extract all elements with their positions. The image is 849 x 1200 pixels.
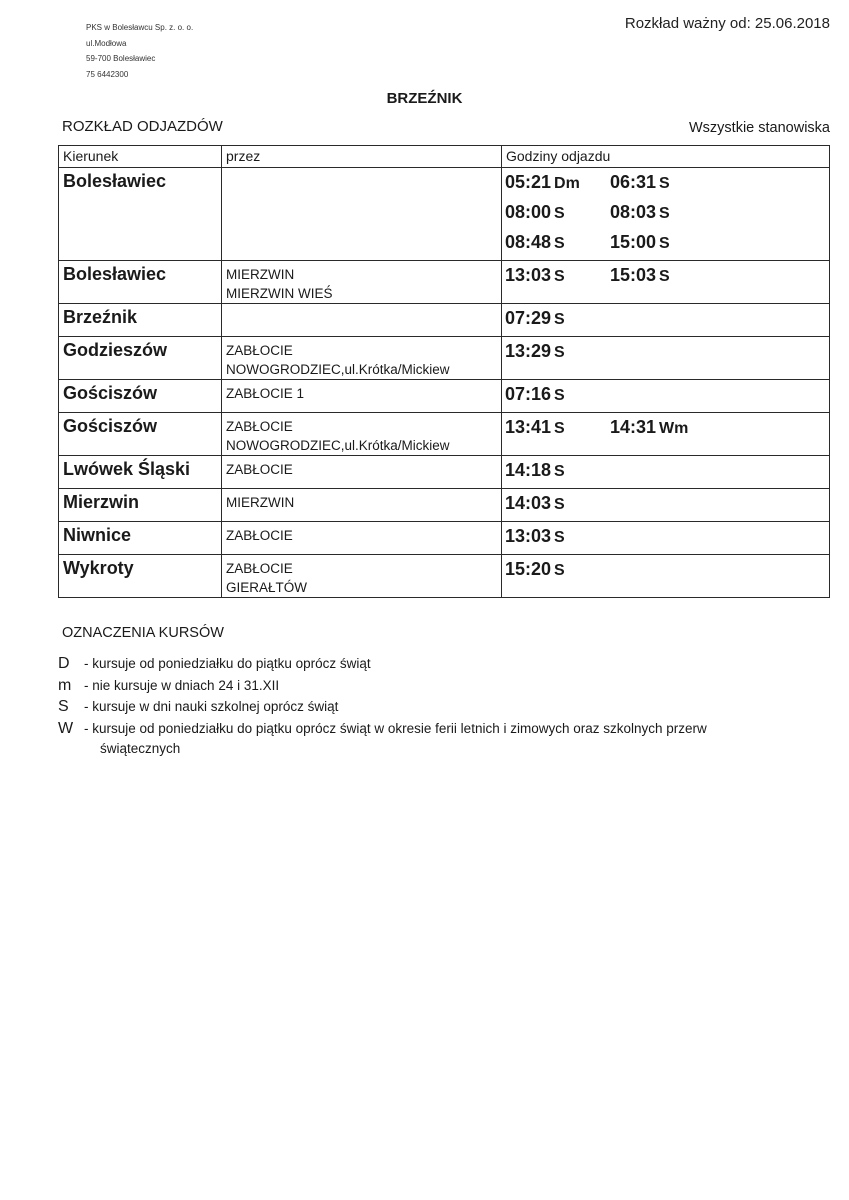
col-header-departures: Godziny odjazdu: [502, 146, 830, 168]
departure-time: 07:16: [505, 384, 552, 404]
departure-code: S: [554, 344, 565, 361]
departure-line: [505, 415, 829, 445]
departure-code: S: [659, 175, 670, 192]
departure: [505, 200, 610, 226]
via-stop: ZABŁOCIE: [226, 462, 293, 477]
table-row: [59, 522, 830, 555]
departure-line: [505, 339, 829, 369]
departure-line: [505, 200, 829, 230]
schedule-title: ROZKŁAD ODJAZDÓW: [62, 118, 223, 135]
stop-name: BRZEŹNIK: [386, 90, 463, 107]
departure-code: S: [554, 529, 565, 546]
departures-cell: [502, 489, 830, 522]
table-row: [59, 304, 830, 337]
table-row: [59, 555, 830, 598]
legend-description: - kursuje od poniedziałku do piątku oprócz świąt w okresie ferii letnich i zimowych oraz szkolnych przerw: [84, 720, 707, 736]
destination-cell: Niwnice: [59, 522, 222, 555]
legend-code: S: [58, 698, 69, 715]
via-cell: [222, 413, 502, 456]
legend-description: - kursuje od poniedziałku do piątku oprócz świąt: [84, 656, 371, 671]
departure: [505, 491, 610, 517]
departure-code: S: [554, 235, 565, 252]
via-stop: ZABŁOCIE: [226, 343, 293, 358]
departure-time: 05:21: [505, 172, 552, 192]
via-cell: [222, 456, 502, 489]
legend-description: - nie kursuje w dniach 24 i 31.XII: [84, 677, 280, 693]
company-phone: 75 6442300: [86, 69, 129, 79]
timetable-header: [59, 146, 830, 168]
departures-cell: [502, 522, 830, 555]
timetable: [58, 145, 830, 598]
departure-line: [505, 458, 829, 488]
departures-cell: [502, 555, 830, 598]
legend: [58, 654, 828, 760]
destination-cell: Godzieszów: [59, 337, 222, 380]
legend-text: [84, 719, 828, 759]
destination-cell: Gościszów: [59, 380, 222, 413]
departure-line: [505, 306, 829, 336]
table-row: [59, 261, 830, 304]
via-cell: [222, 380, 502, 413]
legend-text: [84, 697, 828, 717]
table-row: [59, 380, 830, 413]
legend-code: m: [58, 676, 72, 694]
via-stop: ZABŁOCIE: [226, 561, 293, 576]
departure-code: S: [659, 235, 670, 252]
departure: [610, 200, 670, 226]
departure-time: 14:18: [505, 460, 552, 480]
departure-code: S: [554, 268, 565, 285]
departure-code: S: [659, 205, 670, 222]
departure-line: [505, 524, 829, 554]
legend-item: [58, 676, 828, 696]
departure: [610, 170, 670, 196]
departure-line: [505, 170, 829, 200]
valid-from: Rozkład ważny od: 25.06.2018: [624, 15, 830, 32]
departure-time: 14:03: [505, 493, 552, 513]
departure-code: Dm: [554, 175, 580, 192]
via-stop: NOWOGRODZIEC,ul.Krótka/Mickiew: [226, 438, 450, 453]
via-cell: [222, 261, 502, 304]
destination-cell: Mierzwin: [59, 489, 222, 522]
legend-title: OZNACZENIA KURSÓW: [62, 625, 224, 641]
via-stop: ZABŁOCIE 1: [226, 386, 305, 401]
departure: [610, 415, 688, 441]
company-city: 59-700 Bolesławiec: [86, 54, 156, 63]
departure-time: 08:00: [505, 202, 552, 222]
departure-time: 08:48: [505, 232, 552, 252]
via-stop: MIERZWIN: [226, 267, 295, 282]
via-cell: [222, 489, 502, 522]
departure-code: S: [554, 311, 565, 328]
legend-description: - kursuje w dni nauki szkolnej oprócz świąt: [84, 699, 339, 714]
legend-text: [84, 676, 828, 696]
departure-line: [505, 491, 829, 521]
departures-cell: [502, 456, 830, 489]
legend-description-cont: świątecznych: [100, 740, 181, 756]
departure-code: S: [554, 463, 565, 480]
departure-code: S: [554, 205, 565, 222]
departure: [505, 170, 610, 196]
departure: [505, 230, 610, 256]
departure: [505, 415, 610, 441]
legend-item: [58, 654, 828, 674]
table-row: [59, 168, 830, 261]
departure-time: 13:29: [505, 341, 552, 361]
departure: [610, 230, 670, 256]
departure-time: 13:41: [505, 417, 552, 437]
departure-code: S: [554, 420, 565, 437]
departure-time: 06:31: [610, 172, 657, 192]
departure-time: 07:29: [505, 308, 552, 328]
departure-time: 15:00: [610, 232, 657, 252]
destination-cell: Wykroty: [59, 555, 222, 598]
departure: [505, 524, 610, 550]
legend-item: [58, 697, 828, 717]
departure: [505, 557, 610, 583]
via-stop: MIERZWIN: [226, 495, 295, 510]
via-cell: [222, 337, 502, 380]
col-header-destination: Kierunek: [59, 146, 222, 168]
departure-time: 13:03: [505, 265, 552, 285]
legend-text: [84, 654, 828, 674]
departures-cell: [502, 337, 830, 380]
table-row: [59, 489, 830, 522]
departure-line: [505, 230, 829, 260]
departure: [505, 306, 610, 332]
departure-code: S: [554, 496, 565, 513]
destination-cell: Brzeźnik: [59, 304, 222, 337]
via-stop: NOWOGRODZIEC,ul.Krótka/Mickiew: [226, 362, 450, 377]
departure-time: 15:20: [505, 559, 552, 579]
departures-cell: [502, 168, 830, 261]
departure: [505, 263, 610, 289]
departure-line: [505, 382, 829, 412]
via-cell: [222, 168, 502, 261]
via-stop: GIERAŁTÓW: [226, 580, 308, 595]
destination-cell: Bolesławiec: [59, 168, 222, 261]
departure-line: [505, 557, 829, 587]
via-stop: ZABŁOCIE: [226, 528, 293, 543]
departure: [505, 458, 610, 484]
table-row: [59, 456, 830, 489]
departure-code: S: [554, 562, 565, 579]
destination-cell: Bolesławiec: [59, 261, 222, 304]
departure-code: S: [659, 268, 670, 285]
legend-code: D: [58, 655, 70, 672]
table-row: [59, 413, 830, 456]
departures-cell: [502, 261, 830, 304]
departure: [610, 263, 670, 289]
departure: [505, 382, 610, 408]
departure-time: 08:03: [610, 202, 657, 222]
legend-code: W: [58, 719, 74, 737]
departure-time: 13:03: [505, 526, 552, 546]
company-street: ul.Modłowa: [86, 38, 127, 48]
via-cell: [222, 304, 502, 337]
departure-code: S: [554, 387, 565, 404]
legend-item: [58, 719, 828, 759]
departures-cell: [502, 304, 830, 337]
company-name: PKS w Bolesławcu Sp. z. o. o.: [86, 23, 194, 32]
platforms-label: Wszystkie stanowiska: [688, 120, 830, 136]
departure-time: 15:03: [610, 265, 657, 285]
destination-cell: Gościszów: [59, 413, 222, 456]
company-info: [86, 20, 193, 82]
destination-cell: Lwówek Śląski: [59, 456, 222, 489]
via-stop: ZABŁOCIE: [226, 419, 293, 434]
departures-cell: [502, 380, 830, 413]
via-cell: [222, 555, 502, 598]
departure-code: Wm: [659, 420, 689, 437]
col-header-via: przez: [222, 146, 502, 168]
departure-line: [505, 263, 829, 293]
departure-time: 14:31: [610, 417, 657, 437]
departures-cell: [502, 413, 830, 456]
via-cell: [222, 522, 502, 555]
table-row: [59, 337, 830, 380]
via-stop: MIERZWIN WIEŚ: [226, 286, 333, 301]
departure: [505, 339, 610, 365]
